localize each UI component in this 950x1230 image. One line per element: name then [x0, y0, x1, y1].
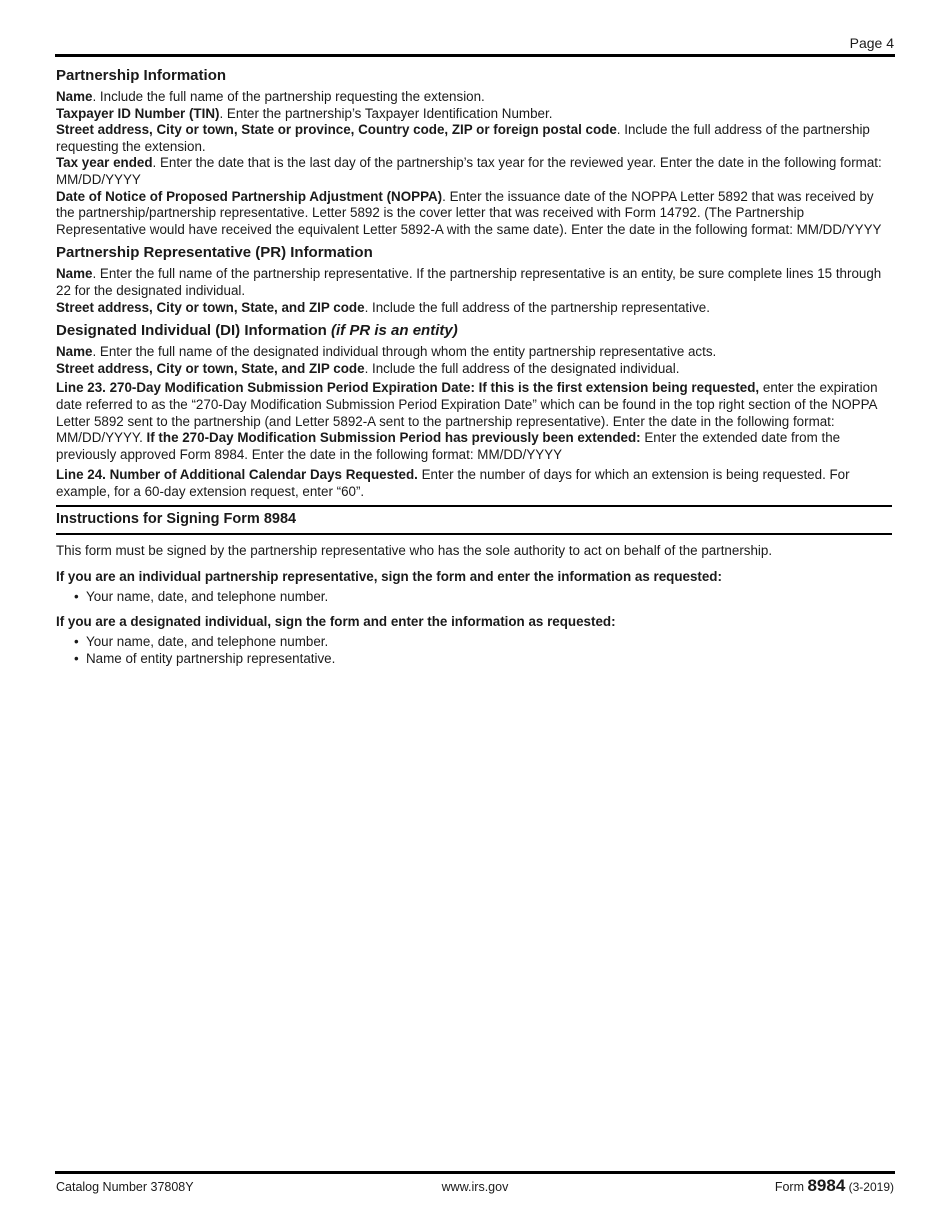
- description: . Include the full address of the designated individual.: [364, 360, 680, 376]
- description: . Enter the partnership’s Taxpayer Identification Number.: [219, 105, 553, 121]
- partnership-information-section: [56, 67, 892, 238]
- catalog-number: Catalog Number 37808Y: [56, 1180, 194, 1194]
- description: . Enter the full name of the designated individual through whom the entity partnership representative acts.: [92, 344, 717, 360]
- individual-heading-text: If you are an individual partnership representative, sign the form and enter the information as requested:: [56, 569, 722, 585]
- line-23-paragraph: [56, 380, 892, 463]
- term: Name: [56, 89, 93, 104]
- term: Line 23. 270-Day Modification Submission Period Expiration Date: If this is the first extension being requested,: [56, 380, 760, 396]
- website-link[interactable]: www.irs.gov: [441, 1180, 509, 1194]
- di-address-paragraph: [56, 361, 892, 378]
- form-prefix: Form: [774, 1180, 808, 1194]
- tin-paragraph: [56, 106, 892, 123]
- individual-heading: [56, 569, 892, 586]
- form-revision: (3-2019): [845, 1180, 894, 1194]
- description: . Include the full address of the partnership representative.: [364, 299, 710, 315]
- designated-list: [56, 633, 892, 668]
- heading-qualifier: (if PR is an entity): [331, 322, 458, 340]
- description: . Include the full address of the partnership requesting the extension.: [56, 122, 870, 154]
- bottom-rule: [55, 1171, 895, 1174]
- term: Tax year ended: [56, 155, 153, 171]
- top-rule: [55, 54, 895, 57]
- description: Enter the number of days for which an extension is being requested. For example, for a 60-day extension request, enter “60”.: [56, 467, 850, 499]
- description: . Enter the date that is the last day of the partnership’s tax year for the reviewed year. Enter the date in the following format: MM/DD/YYYY: [56, 155, 882, 187]
- section-heading: Partnership Representative (PR) Information: [56, 244, 373, 262]
- term: If the 270-Day Modification Submission Period has previously been extended:: [146, 430, 641, 446]
- di-information-section: [56, 322, 892, 377]
- description: . Enter the full name of the partnership representative. If the partnership representative is an entity, be sure complete lines 15 through 22 for the designated individual.: [56, 266, 882, 298]
- list-item: • Name of entity partnership representative.: [74, 650, 892, 668]
- section-heading: [56, 322, 892, 340]
- pr-address-paragraph: [56, 300, 892, 317]
- description: enter the expiration date referred to as the “270-Day Modification Submission Period Expiration Date” which can be found in the top right section of the NOPPA Letter 5892 sent to the partnership (and Letter 5892-A sent to the partnership representative). Enter the date in the following format: MM/DD/YYYY.: [56, 380, 878, 446]
- section-heading: Partnership Information: [56, 67, 227, 84]
- description: Enter the extended date from the previously approved Form 8984. Enter the date in the following format: MM/DD/YYYY: [56, 430, 841, 462]
- pr-information-section: [56, 244, 892, 316]
- term: Taxpayer ID Number (TIN): [56, 105, 220, 121]
- list-item: • Your name, date, and telephone number.: [74, 588, 892, 606]
- signing-heading: Instructions for Signing Form 8984: [56, 505, 892, 535]
- description: . Include the full name of the partnership requesting the extension.: [92, 89, 485, 104]
- page-number: Page 4: [849, 35, 894, 51]
- form-id: [775, 1176, 894, 1196]
- signing-intro: This form must be signed by the partnership representative who has the sole authority to act on behalf of the partnership.: [56, 543, 773, 559]
- spacer: [56, 605, 892, 614]
- noppa-paragraph: [56, 189, 892, 239]
- description: . Enter the issuance date of the NOPPA Letter 5892 that was received by the partnership/partnership representative. Letter 5892 is the cover letter that was received with Form 14792. (The Partnership Representative would have received the equivalent Letter 5892-A with the same date). Enter the date in the following format: MM/DD/YYYY: [56, 188, 882, 237]
- term: Name: [56, 266, 93, 282]
- line-24-paragraph: [56, 467, 892, 500]
- term: Line 24. Number of Additional Calendar Days Requested.: [56, 467, 418, 483]
- individual-list: [56, 588, 892, 606]
- term: Name: [56, 344, 93, 360]
- di-name-paragraph: [56, 344, 892, 361]
- designated-heading-text: If you are a designated individual, sign the form and enter the information as requested:: [56, 614, 616, 630]
- designated-heading: [56, 614, 892, 631]
- heading-text: Designated Individual (DI) Information: [56, 322, 332, 340]
- term: Street address, City or town, State, and ZIP code: [56, 299, 365, 315]
- term: Street address, City or town, State, and ZIP code: [56, 360, 365, 376]
- pr-name-paragraph: [56, 266, 892, 299]
- address-paragraph: [56, 122, 892, 155]
- instructions-body: [56, 67, 892, 668]
- term: Street address, City or town, State or province, Country code, ZIP or foreign postal code: [56, 122, 617, 138]
- form-number: 8984: [807, 1176, 846, 1195]
- term: Date of Notice of Proposed Partnership Adjustment (NOPPA): [56, 188, 443, 204]
- tax-year-paragraph: [56, 155, 892, 188]
- name-paragraph: [56, 89, 892, 106]
- list-item: • Your name, date, and telephone number.: [74, 633, 892, 651]
